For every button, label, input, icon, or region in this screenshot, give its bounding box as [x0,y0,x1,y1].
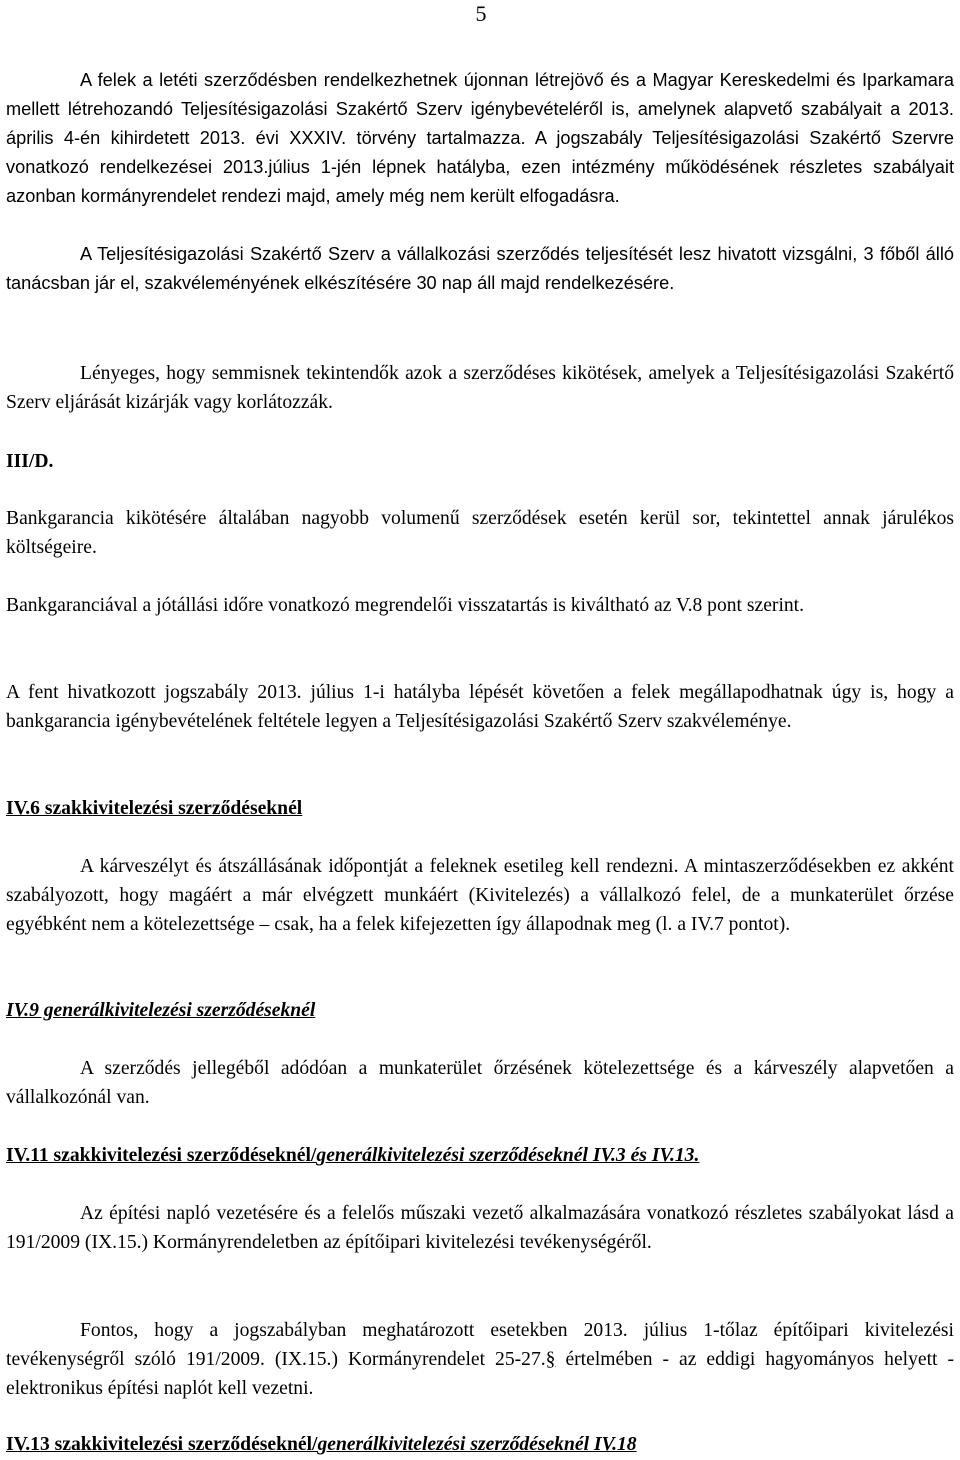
page-number: 5 [475,1,487,26]
paragraph-munkaterulet-orzes [6,1054,954,1112]
paragraph-text: A kárveszélyt és átszállásának időpontját a feleknek esetileg kell rendezni. A mintaszerződésekben ez akként szabályozott, hogy magáért a már elvégzett munkáért (Kivitelezés) a vállalkozó felel, de a munkaterület őrzése egyébként nem a kötelezettsége – csak, ha a felek kifejezetten így állapodnak meg (l. a IV.7 pontot). [6,856,954,935]
section-sign: § [545,1349,556,1370]
heading-part-italic: generálkivitelezési szerződéseknél IV.18 [317,1434,637,1455]
paragraph-text: Az építési napló vezetésére és a felelős műszaki vezető alkalmazására vonatkozó részletes szabályokat lásd a 191/2009 (IX.15.) Kormányrendeletben az építőipari kivitelezési tevékenységéről. [6,1203,954,1253]
paragraph-text: Bankgaranciával a jótállási időre vonatkozó megrendelői visszatartás is kiváltható az V.8 pont szerint. [6,595,805,616]
paragraph-text: A Teljesítésigazolási Szakértő Szerv a vállalkozási szerződés teljesítését lesz hivatott vizsgálni, 3 főből álló tanácsban jár el, szakvéleményének elkészítésére 30 nap áll majd rendelkezésére. [6,244,954,293]
section-heading: IV.9 generálkivitelezési szerződéseknél [6,1000,316,1021]
paragraph-text [6,1316,954,1403]
heading-part: IV.11 szakkivitelezési szerződéseknél/ [6,1145,317,1166]
heading-part: IV.13 szakkivitelezési szerződéseknél/ [6,1434,318,1455]
paragraph-bankgarancia [6,504,954,562]
paragraph-szakerto-szerv [6,240,954,298]
heading-part-italic: generálkivitelezési szerződéseknél IV.3 és IV.13. [316,1145,700,1166]
heading-iv-13 [6,1430,954,1459]
paragraph-letet-szerzodes [6,66,954,211]
section-heading: IV.6 szakkivitelezési szerződéseknél [6,798,303,819]
heading-iv-9 [6,996,954,1025]
paragraph-text: A fent hivatkozott jogszabály 2013. július 1-i hatályba lépését követően a felek megállapodhatnak úgy is, hogy a bankgarancia igénybevételének feltétele legyen a Teljesítésigazolási Szakértő Szerv szakvéleménye. [6,682,954,732]
paragraph-part: Fontos, hogy a jogszabályban meghatározott esetekben 2013. július 1-tőlaz építőipari kivitelezési tevékenységről szóló 191/2009. (IX.15.) Kormányrendelet 25-27. [6,1320,954,1370]
paragraph-jogszabaly-hatalyba [6,678,954,736]
paragraph-bankgarancia-visszatartas [6,591,954,620]
paragraph-text: Lényeges, hogy semmisnek tekintendők azok a szerződéses kikötések, amelyek a Teljesítésigazolási Szakértő Szerv eljárását kizárják vagy korlátozzák. [6,363,954,413]
paragraph-text: Bankgarancia kikötésére általában nagyobb volumenű szerződések esetén kerül sor, tekintettel annak járulékos költségeire. [6,508,954,558]
section-heading [6,1141,954,1170]
paragraph-part: értelmében - az eddigi hagyományos helyett - elektronikus építési naplót kell vezetni. [6,1349,955,1399]
paragraph-karveszely [6,852,954,939]
paragraph-elektronikus-naplo [6,1316,954,1403]
heading-iv-6 [6,794,954,823]
section-heading: III/D. [6,451,54,472]
heading-iii-d [6,447,954,476]
paragraph-text: A szerződés jellegéből adódóan a munkaterület őrzésének kötelezettsége és a kárveszély alapvetően a vállalkozónál van. [6,1058,954,1108]
paragraph-semmis-kikotesek [6,359,954,417]
paragraph-epitesi-naplo [6,1199,954,1257]
section-heading [6,1430,954,1459]
heading-iv-11 [6,1141,954,1170]
paragraph-text: A felek a letéti szerződésben rendelkezhetnek újonnan létrejövő és a Magyar Kereskedelmi és Iparkamara mellett létrehozandó Teljesítésigazolási Szakértő Szerv igénybevételéről is, amelynek alapvető szabályait a 2013. április 4-én kihirdetett 2013. évi XXXIV. törvény tartalmazza. A jogszabály Teljesítésigazolási Szakértő Szervre vonatkozó rendelkezései 2013.július 1-jén lépnek hatályba, ezen intézmény működésének részletes szabályait azonban kormányrendelet rendezi majd, amely még nem került elfogadásra. [6,70,954,206]
